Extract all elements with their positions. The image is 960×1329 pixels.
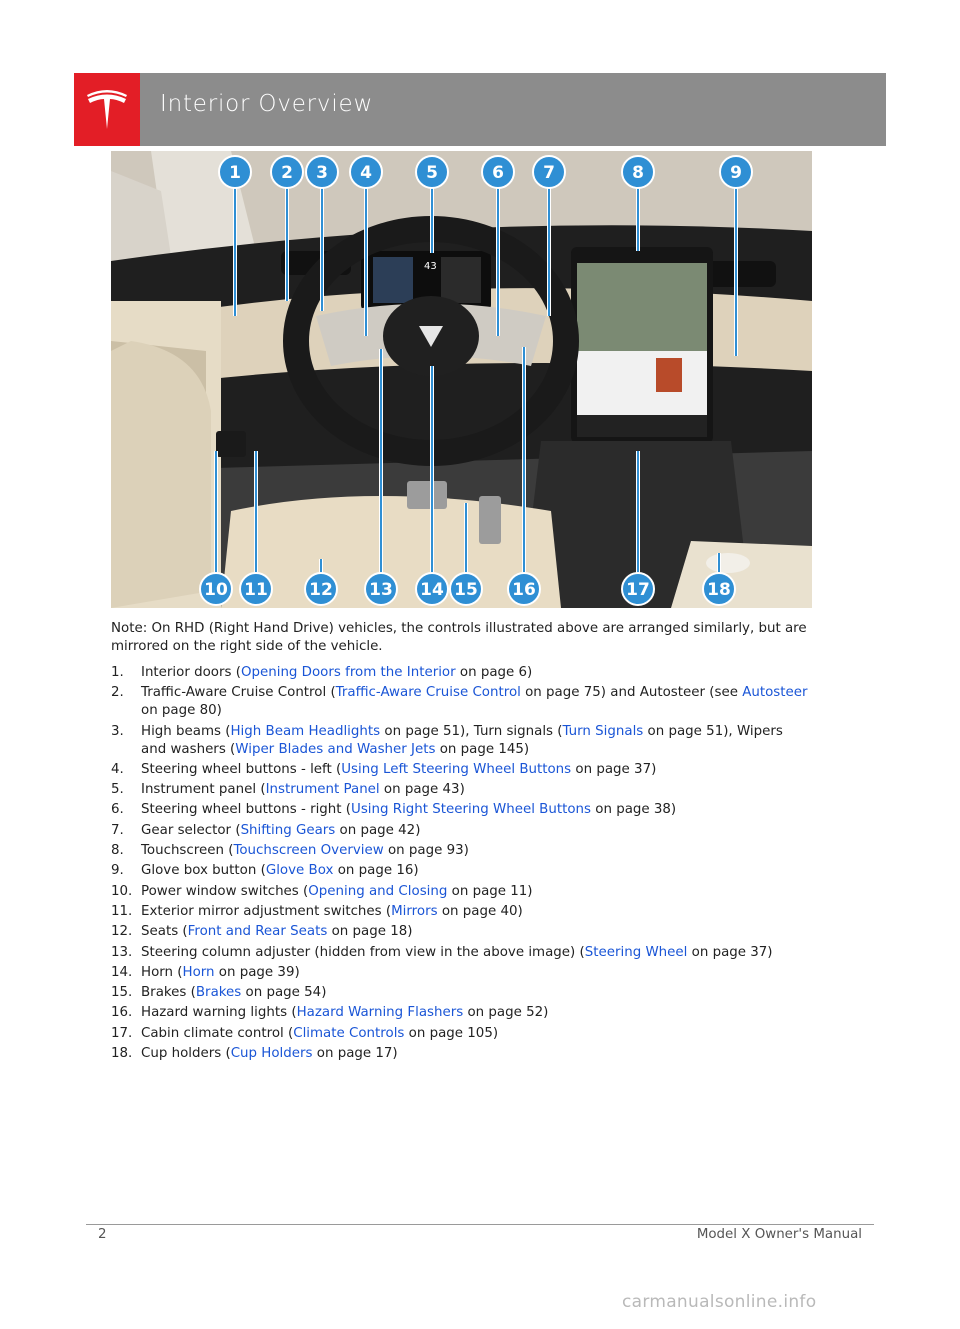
callout-top-9-number: 9 (730, 163, 742, 183)
list-item-number: 6. (111, 802, 124, 818)
list-item-number: 7. (111, 822, 124, 838)
list-item-text: Hazard warning lights ( (141, 1005, 297, 1021)
list-item (111, 883, 811, 901)
list-item-text: on page 11) (447, 883, 533, 899)
list-item-text: on page 51), Turn signals ( (380, 723, 563, 739)
list-item-text: on page 38) (591, 802, 677, 818)
list-item-text: Seats ( (141, 924, 188, 940)
list-item-text: on page 40) (437, 903, 523, 919)
list-item-text: Cabin climate control ( (141, 1025, 294, 1041)
footer-manual-title: Model X Owner's Manual (696, 1227, 862, 1242)
list-item-number: 12. (111, 924, 133, 940)
callout-bottom-14-number: 14 (420, 580, 444, 600)
list-item (111, 723, 811, 759)
list-item (111, 801, 811, 819)
speed-readout: 43 (424, 261, 437, 272)
list-item-text: Cup holders ( (141, 1046, 231, 1062)
list-item (111, 842, 811, 860)
cross-reference-link[interactable]: Front and Rear Seats (187, 924, 328, 940)
list-item (111, 964, 811, 982)
cross-reference-link[interactable]: Using Right Steering Wheel Buttons (351, 802, 591, 818)
list-item-number: 9. (111, 863, 124, 879)
list-item (111, 664, 811, 682)
list-item-number: 5. (111, 782, 124, 798)
list-item-text: on page 52) (463, 1005, 549, 1021)
list-item-text: Steering wheel buttons - right ( (141, 802, 352, 818)
cross-reference-link[interactable]: Steering Wheel (584, 944, 688, 960)
callout-bottom-11-number: 11 (244, 580, 268, 600)
list-item-number: 1. (111, 665, 124, 680)
tesla-logo-icon (74, 73, 140, 146)
list-item-text: High beams ( (141, 723, 231, 739)
callout-top-4-number: 4 (360, 163, 372, 183)
list-item-text: on page 6) (455, 665, 533, 680)
callout-bottom-12-number: 12 (309, 580, 333, 600)
list-item-text: Steering wheel buttons - left ( (141, 761, 342, 777)
list-item-text: on page 18) (327, 924, 413, 940)
callout-layer (111, 151, 812, 608)
cross-reference-link[interactable]: Instrument Panel (265, 782, 380, 798)
callout-bottom-18-number: 18 (707, 580, 731, 600)
controls-list (111, 664, 811, 1065)
page-title: Interior Overview (160, 91, 374, 117)
list-item (111, 1025, 811, 1043)
list-item-text: on page 37) (571, 761, 657, 777)
callout-top-2-number: 2 (281, 163, 293, 183)
list-item (111, 1045, 811, 1063)
list-item-number: 11. (111, 903, 133, 919)
cross-reference-link[interactable]: Opening Doors from the Interior (240, 665, 456, 680)
list-item-text: Steering column adjuster (hidden from view in the above image) ( (141, 944, 585, 960)
callout-bottom-16-number: 16 (512, 580, 536, 600)
cross-reference-link[interactable]: Using Left Steering Wheel Buttons (341, 761, 572, 777)
list-item-text: Interior doors ( (141, 665, 241, 680)
list-item-text: on page 145) (435, 741, 530, 757)
cross-reference-link[interactable]: High Beam Headlights (230, 723, 381, 739)
cross-reference-link[interactable]: Horn (182, 964, 215, 980)
cross-reference-link[interactable]: Mirrors (391, 903, 438, 919)
callout-top-6-number: 6 (492, 163, 504, 183)
list-item-text: on page 75) and Autosteer (see (520, 685, 743, 701)
list-item-number: 14. (111, 964, 133, 980)
list-item-number: 16. (111, 1005, 133, 1021)
cross-reference-link[interactable]: Cup Holders (230, 1046, 313, 1062)
list-item-text: on page 17) (312, 1046, 398, 1062)
cross-reference-link[interactable]: Turn Signals (562, 723, 644, 739)
cross-reference-link[interactable]: Autosteer (742, 685, 808, 701)
cross-reference-link[interactable]: Traffic-Aware Cruise Control (335, 685, 521, 701)
cross-reference-link[interactable]: Climate Controls (293, 1025, 405, 1041)
list-item (111, 862, 811, 880)
list-item-text: Glove box button ( (141, 863, 266, 879)
list-item-number: 4. (111, 761, 124, 777)
watermark: carmanualsonline.info (622, 1292, 817, 1312)
list-item-text: Traffic-Aware Cruise Control ( (141, 685, 336, 701)
list-item-number: 17. (111, 1025, 133, 1041)
callout-bottom-10-number: 10 (204, 580, 228, 600)
list-item-text: Instrument panel ( (141, 782, 266, 798)
list-item (111, 903, 811, 921)
list-item-text: Exterior mirror adjustment switches ( (141, 903, 392, 919)
list-item-text: on page 93) (383, 843, 469, 859)
note-text: Note: On RHD (Right Hand Drive) vehicles, the controls illustrated above are arranged similarly, but are mirrored on the right side of the vehicle. (111, 621, 807, 654)
list-item-number: 2. (111, 685, 124, 701)
list-item (111, 822, 811, 840)
list-item-number: 8. (111, 843, 124, 859)
list-item-text: Gear selector ( (141, 822, 241, 838)
cross-reference-link[interactable]: Brakes (195, 985, 242, 1001)
callout-top-7-number: 7 (543, 163, 555, 183)
cross-reference-link[interactable]: Wiper Blades and Washer Jets (235, 741, 436, 757)
list-item-text: on page 37) (687, 944, 773, 960)
list-item (111, 984, 811, 1002)
cross-reference-link[interactable]: Touchscreen Overview (233, 843, 384, 859)
list-item-text: on page 51), Wipers and washers ( (141, 723, 783, 757)
list-item-number: 3. (111, 723, 124, 739)
callout-top-3-number: 3 (316, 163, 328, 183)
list-item-text: on page 80) (141, 703, 222, 719)
list-item-text: on page 16) (333, 863, 419, 879)
list-item (111, 923, 811, 941)
cross-reference-link[interactable]: Glove Box (265, 863, 334, 879)
list-item-text: Brakes ( (141, 985, 196, 1001)
list-item-text: Power window switches ( (141, 883, 309, 899)
callout-top-8-number: 8 (632, 163, 644, 183)
section-header-bar (74, 73, 886, 146)
callout-top-5-number: 5 (426, 163, 438, 183)
cross-reference-link[interactable]: Hazard Warning Flashers (296, 1005, 464, 1021)
list-item (111, 944, 811, 962)
callout-top-1-number: 1 (229, 163, 241, 183)
list-item-text: on page 105) (404, 1025, 499, 1041)
list-item-text: on page 42) (335, 822, 421, 838)
footer-rule (86, 1224, 874, 1225)
list-item-text: Horn ( (141, 964, 183, 980)
list-item-number: 18. (111, 1046, 133, 1062)
list-item (111, 761, 811, 779)
list-item (111, 781, 811, 799)
cross-reference-link[interactable]: Shifting Gears (240, 822, 336, 838)
list-item-number: 15. (111, 985, 133, 1001)
list-item (111, 1004, 811, 1022)
footer-page-number: 2 (98, 1227, 107, 1242)
list-item-text: on page 43) (379, 782, 465, 798)
list-item-text: on page 39) (214, 964, 300, 980)
list-item-text: Touchscreen ( (141, 843, 234, 859)
list-item-text: on page 54) (241, 985, 327, 1001)
callout-bottom-17-number: 17 (626, 580, 650, 600)
list-item-number: 13. (111, 944, 133, 960)
callout-bottom-13-number: 13 (369, 580, 393, 600)
callout-bottom-15-number: 15 (454, 580, 478, 600)
list-item (111, 684, 811, 720)
cross-reference-link[interactable]: Opening and Closing (308, 883, 448, 899)
list-item-number: 10. (111, 883, 133, 899)
